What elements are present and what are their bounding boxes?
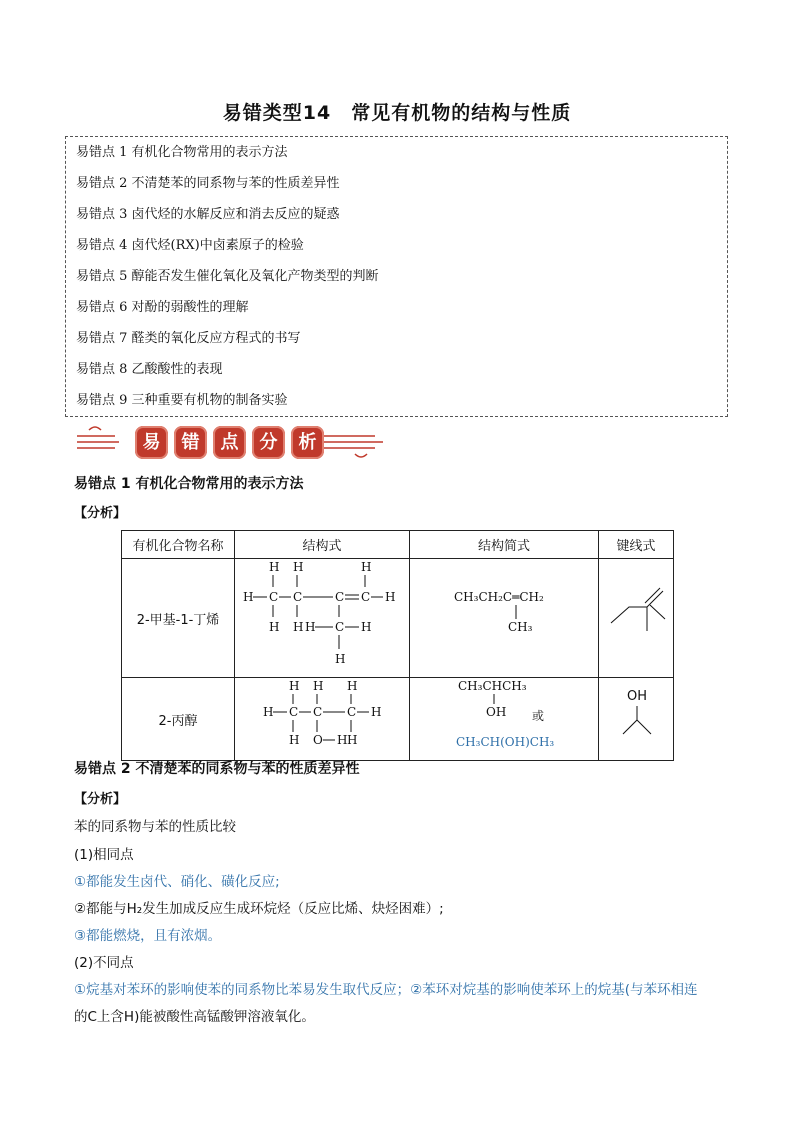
svg-text:H: H — [269, 560, 280, 574]
table-header: 结构简式 — [410, 531, 599, 559]
svg-text:H: H — [347, 679, 358, 693]
toc-box — [65, 136, 728, 417]
banner-char: 易 — [135, 426, 168, 459]
paragraph: ①烷基对苯环的影响使苯的同系物比苯易发生取代反应；②苯环对烷基的影响使苯环上的烷基(与苯环相连 — [74, 982, 698, 998]
svg-text:H: H — [371, 705, 382, 719]
banner-char: 分 — [252, 426, 285, 459]
condensed-formula — [410, 678, 599, 761]
svg-text:C: C — [269, 590, 279, 604]
skeletal-2-methyl-1-butene — [599, 559, 673, 673]
section1-analysis: 【分析】 — [74, 506, 127, 521]
svg-text:H: H — [263, 705, 274, 719]
table-header: 有机化合物名称 — [122, 531, 235, 559]
condensed-line1: CH₃CHCH₃ — [458, 679, 527, 693]
section2-analysis: 【分析】 — [74, 792, 127, 807]
svg-text:C: C — [313, 705, 323, 719]
toc-item[interactable]: 易错点 5 醇能否发生催化氧化及氧化产物类型的判断 — [76, 269, 379, 284]
condensed-branch: CH₃ — [508, 620, 533, 634]
paragraph: 的C上含H)能被酸性高锰酸钾溶液氧化。 — [74, 1009, 315, 1025]
toc-item[interactable]: 易错点 3 卤代烃的水解反应和消去反应的疑惑 — [76, 207, 340, 222]
toc-item[interactable]: 易错点 8 乙酸酸性的表现 — [76, 362, 223, 377]
structural-formula — [235, 678, 410, 761]
compound-name: 2-丙醇 — [122, 678, 235, 761]
section1-heading: 易错点 1 有机化合物常用的表示方法 — [74, 476, 304, 492]
svg-text:H: H — [289, 679, 300, 693]
svg-text:C: C — [347, 705, 357, 719]
table-header: 键线式 — [599, 531, 674, 559]
svg-text:H: H — [335, 652, 346, 666]
banner-char: 析 — [291, 426, 324, 459]
condensed-formula-2-propanol — [410, 678, 598, 756]
condensed-oh: OH — [486, 705, 507, 719]
table-header: 结构式 — [235, 531, 410, 559]
page-title: 易错类型14 常见有机物的结构与性质 — [222, 102, 572, 124]
section-banner — [75, 422, 385, 462]
compound-name: 2-甲基-1-丁烯 — [122, 559, 235, 678]
skeletal-2-propanol — [599, 678, 673, 756]
condensed-text: CH₃CH₂C═CH₂ — [454, 590, 544, 604]
structural-formula — [235, 559, 410, 678]
svg-text:C: C — [293, 590, 303, 604]
svg-text:H: H — [337, 733, 348, 747]
paragraph: ①都能发生卤代、硝化、磺化反应; — [74, 874, 280, 890]
svg-text:C: C — [361, 590, 371, 604]
toc-item[interactable]: 易错点 7 醛类的氧化反应方程式的书写 — [76, 331, 301, 346]
svg-text:C: C — [335, 620, 345, 634]
svg-text:H: H — [243, 590, 254, 604]
svg-text:H: H — [385, 590, 396, 604]
svg-text:C: C — [335, 590, 345, 604]
condensed-formula-2-methyl-1-butene — [410, 559, 598, 673]
table-row — [122, 678, 674, 761]
svg-text:H: H — [269, 620, 280, 634]
or-label: 或 — [532, 709, 545, 723]
svg-text:H: H — [361, 560, 372, 574]
svg-text:H: H — [293, 560, 304, 574]
section2-heading: 易错点 2 不清楚苯的同系物与苯的性质差异性 — [74, 761, 360, 777]
representation-table — [121, 530, 674, 761]
skeletal-formula — [599, 559, 674, 678]
table-row — [122, 559, 674, 678]
skeletal-formula — [599, 678, 674, 761]
condensed-formula — [410, 559, 599, 678]
svg-text:H: H — [313, 679, 324, 693]
svg-text:H: H — [305, 620, 316, 634]
toc-item[interactable]: 易错点 1 有机化合物常用的表示方法 — [76, 145, 288, 160]
svg-text:H: H — [347, 733, 358, 747]
toc-item[interactable]: 易错点 6 对酚的弱酸性的理解 — [76, 300, 249, 315]
svg-text:H: H — [289, 733, 300, 747]
structural-formula-2-propanol — [235, 678, 409, 756]
paragraph: (1)相同点 — [74, 847, 134, 863]
structural-formula-2-methyl-1-butene — [235, 559, 409, 673]
paragraph: 苯的同系物与苯的性质比较 — [74, 819, 236, 835]
paragraph: (2)不同点 — [74, 955, 134, 971]
banner-char: 点 — [213, 426, 246, 459]
skeletal-oh: OH — [627, 689, 648, 704]
svg-text:O: O — [313, 733, 323, 747]
toc-item[interactable]: 易错点 2 不清楚苯的同系物与苯的性质差异性 — [76, 176, 340, 191]
svg-text:H: H — [293, 620, 304, 634]
paragraph: ③都能燃烧，且有浓烟。 — [74, 928, 222, 944]
toc-item[interactable]: 易错点 9 三种重要有机物的制备实验 — [76, 393, 288, 408]
paragraph: ②都能与H₂发生加成反应生成环烷烃（反应比烯、炔烃困难）; — [74, 901, 444, 917]
condensed-alt: CH₃CH(OH)CH₃ — [456, 735, 555, 749]
svg-text:H: H — [361, 620, 372, 634]
toc-item[interactable]: 易错点 4 卤代烃(RX)中卤素原子的检验 — [76, 238, 304, 253]
banner-char: 错 — [174, 426, 207, 459]
svg-text:C: C — [289, 705, 299, 719]
